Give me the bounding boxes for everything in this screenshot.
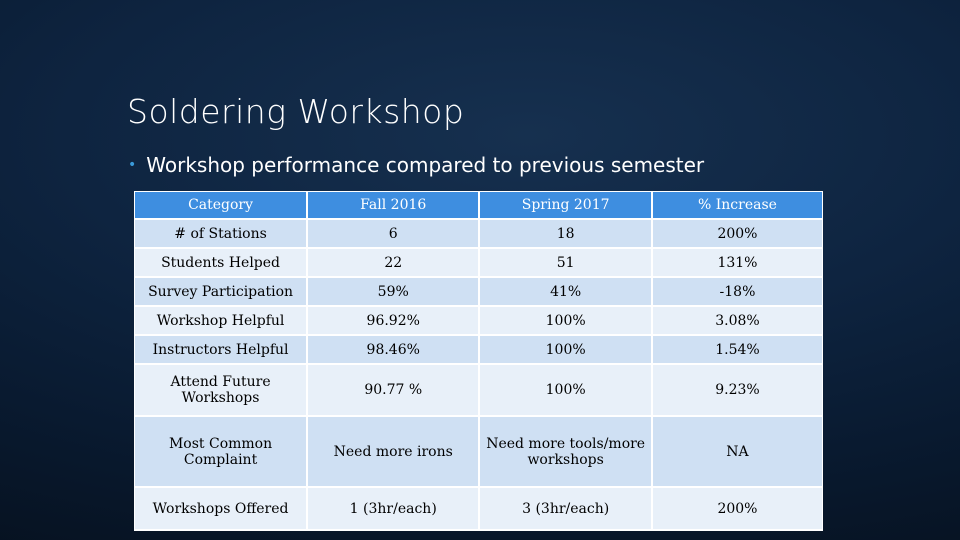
bullet-icon: • (128, 157, 137, 173)
cell-category: Most Common Complaint (135, 417, 308, 488)
cell-spring: Need more tools/more workshops (480, 417, 653, 488)
cell-spring: 51 (480, 249, 653, 278)
table-row (135, 365, 822, 417)
cell-spring: 100% (480, 307, 653, 336)
cell-increase: 1.54% (653, 336, 822, 365)
header-percent-increase: % Increase (653, 192, 822, 220)
comparison-table (135, 192, 822, 531)
cell-fall: 96.92% (308, 307, 480, 336)
table-row (135, 488, 822, 531)
header-category: Category (135, 192, 308, 220)
cell-fall: 98.46% (308, 336, 480, 365)
cell-category: Students Helped (135, 249, 308, 278)
cell-fall: 6 (308, 220, 480, 249)
cell-fall: Need more irons (308, 417, 480, 488)
cell-increase: 200% (653, 220, 822, 249)
table-row (135, 307, 822, 336)
table-row (135, 278, 822, 307)
cell-spring: 41% (480, 278, 653, 307)
cell-category: Workshops Offered (135, 488, 308, 531)
table-row (135, 417, 822, 488)
cell-category: Instructors Helpful (135, 336, 308, 365)
slide-title: Soldering Workshop (127, 92, 465, 131)
cell-spring: 100% (480, 336, 653, 365)
table-row (135, 220, 822, 249)
cell-category: Survey Participation (135, 278, 308, 307)
cell-category: Attend Future Workshops (135, 365, 308, 417)
bullet-point (128, 153, 704, 177)
cell-increase: 131% (653, 249, 822, 278)
cell-category: # of Stations (135, 220, 308, 249)
cell-increase: NA (653, 417, 822, 488)
cell-fall: 90.77 % (308, 365, 480, 417)
comparison-table-frame (134, 191, 823, 531)
table-row (135, 336, 822, 365)
cell-spring: 3 (3hr/each) (480, 488, 653, 531)
cell-fall: 59% (308, 278, 480, 307)
header-fall-2016: Fall 2016 (308, 192, 480, 220)
cell-spring: 100% (480, 365, 653, 417)
cell-category: Workshop Helpful (135, 307, 308, 336)
cell-spring: 18 (480, 220, 653, 249)
cell-increase: 3.08% (653, 307, 822, 336)
table-row (135, 249, 822, 278)
cell-fall: 1 (3hr/each) (308, 488, 480, 531)
cell-increase: -18% (653, 278, 822, 307)
cell-fall: 22 (308, 249, 480, 278)
cell-increase: 9.23% (653, 365, 822, 417)
table-header-row (135, 192, 822, 220)
header-spring-2017: Spring 2017 (480, 192, 653, 220)
bullet-text: Workshop performance compared to previous semester (146, 153, 705, 177)
cell-increase: 200% (653, 488, 822, 531)
